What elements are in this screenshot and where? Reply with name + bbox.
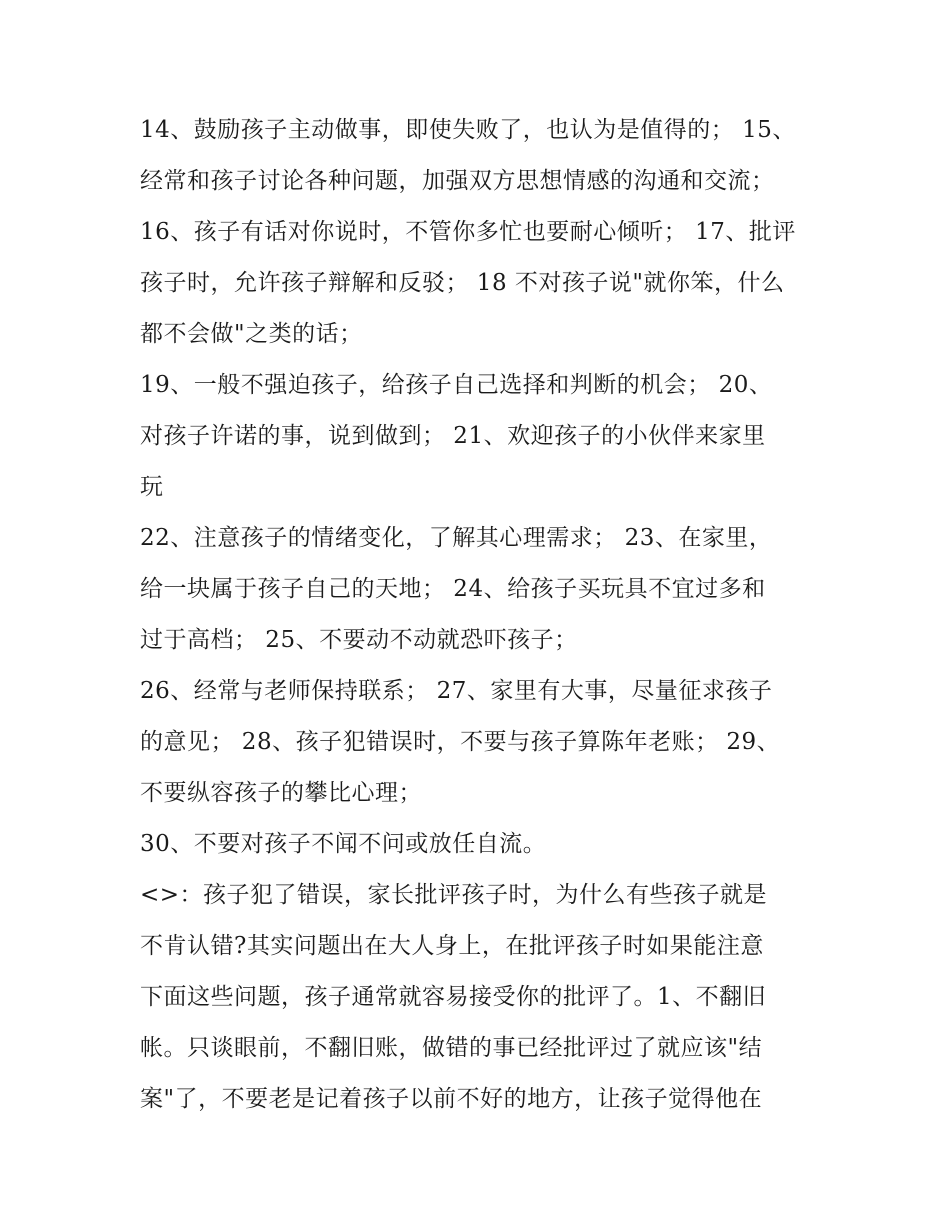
text-line: 的意见； 28、孩子犯错误时，不要与孩子算陈年老账； 29、: [140, 729, 781, 755]
text-line: 都不会做"之类的话；: [140, 321, 363, 347]
document-body: [140, 108, 820, 1128]
text-line: 案"了，不要老是记着孩子以前不好的地方，让孩子觉得他在: [140, 1086, 763, 1112]
text-line: 对孩子许诺的事，说到做到； 21、欢迎孩子的小伙伴来家里: [140, 423, 766, 449]
text-line: 14、鼓励孩子主动做事，即使失败了，也认为是值得的； 15、: [140, 117, 796, 143]
text-line: 30、不要对孩子不闻不问或放任自流。: [140, 831, 547, 857]
text-line: 玩: [140, 474, 164, 500]
text-line: 26、经常与老师保持联系； 27、家里有大事，尽量征求孩子: [140, 678, 773, 704]
text-line: 不要纵容孩子的攀比心理；: [140, 780, 422, 806]
text-line: 孩子时，允许孩子辩解和反驳； 18 不对孩子说"就你笨，什么: [140, 270, 785, 296]
text-line: 下面这些问题，孩子通常就容易接受你的批评了。1、不翻旧: [140, 984, 767, 1010]
text-line: 19、一般不强迫孩子，给孩子自己选择和判断的机会； 20、: [140, 372, 773, 398]
text-line: 给一块属于孩子自己的天地； 24、给孩子买玩具不宜过多和: [140, 576, 766, 602]
text-line: 经常和孩子讨论各种问题，加强双方思想情感的沟通和交流；: [140, 168, 775, 194]
text-line: 过于高档； 25、不要动不动就恐吓孩子；: [140, 627, 578, 653]
text-line: 16、孩子有话对你说时，不管你多忙也要耐心倾听； 17、批评: [140, 219, 796, 245]
text-line: <>：孩子犯了错误，家长批评孩子时，为什么有些孩子就是: [140, 882, 768, 908]
text-line: 帐。只谈眼前，不翻旧账，做错的事已经批评过了就应该"结: [140, 1035, 763, 1061]
text-line: 22、注意孩子的情绪变化，了解其心理需求； 23、在家里，: [140, 525, 773, 551]
text-line: 不肯认错?其实问题出在大人身上，在批评孩子时如果能注意: [140, 933, 764, 959]
